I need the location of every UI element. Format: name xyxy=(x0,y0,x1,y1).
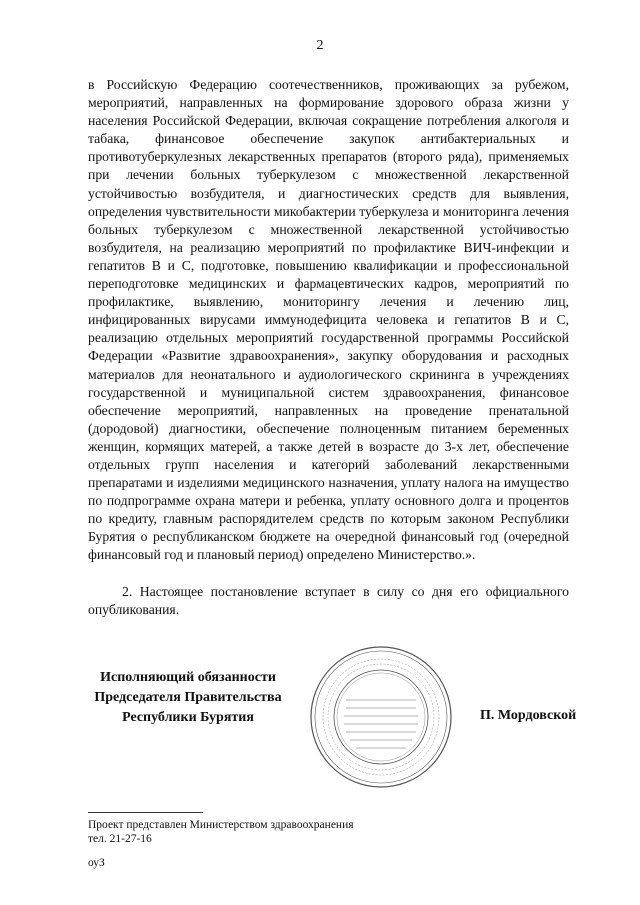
signatory-name: П. Мордовской xyxy=(480,708,577,723)
signatory-title-line: Исполняющий обязанности xyxy=(100,670,276,685)
footnote-prepared-by: Проект представлен Министерством здравоохранения xyxy=(88,819,354,831)
paragraph-effective-date: 2. Настоящее постановление вступает в силу со дня его официального опубликования. xyxy=(88,583,569,617)
body-text xyxy=(88,76,569,619)
official-seal-stamp xyxy=(306,642,456,792)
signatory-title-line: Председателя Правительства xyxy=(94,690,282,705)
signatory-title xyxy=(88,668,288,728)
document-code: оуЗ xyxy=(88,857,105,869)
footnote-phone: тел. 21-27-16 xyxy=(88,833,152,845)
signatory-title-line: Республики Бурятия xyxy=(122,710,254,725)
paragraph-continuation: в Российскую Федерацию соотечественников, проживающих за рубежом, мероприятий, направленных на формирование здорового образа жизни у населения Российской Федерации, включая сокращение потребления алкоголя и табака, финансовое обеспечение закупок антибактериальных и противотуберкулезных лекарственных препаратов (второго ряда), применяемых при лечении больных туберкулезом с множественной лекарственной устойчивостью возбудителя, и диагностических средств для выявления, определения чувствительности микобактерии туберкулеза и мониторинга лечения больных туберкулезом с множественной лекарственной устойчивостью возбудителя, на реализацию мероприятий по профилактике ВИЧ-инфекции и гепатитов В и С, подготовке, повышению квалификации и профессиональной переподготовке медицинских и фармацевтических кадров, мероприятий по профилактике, выявлению, мониторингу лечения и лечению лиц, инфицированных вирусами иммунодефицита человека и гепатитов В и С, реализацию отдельных мероприятий государственной программы Российской Федерации «Развитие здравоохранения», закупку оборудования и расходных материалов для неонатального и аудиологического скрининга в учреждениях государственной и муниципальной систем здравоохранения, финансовое обеспечение мероприятий, направленных на проведение пренатальной (дородовой) диагностики, обеспечение полноценным питанием беременных женщин, кормящих матерей, а также детей в возрасте до 3-х лет, обеспечение отдельных групп населения и категорий заболеваний лекарственными препаратами и изделиями медицинского назначения, уплату налога на имущество по подпрограмме охрана матери и ребенка, уплату основного долга и процентов по кредиту, главным распорядителем средств по которым законом Республики Бурятия о республиканском бюджете на очередной финансовый год (очередной финансовый год и плановый период) определено Министерство.». xyxy=(88,77,569,563)
footnote-divider xyxy=(88,812,203,813)
footnote xyxy=(88,818,354,846)
page-number: 2 xyxy=(316,38,324,53)
